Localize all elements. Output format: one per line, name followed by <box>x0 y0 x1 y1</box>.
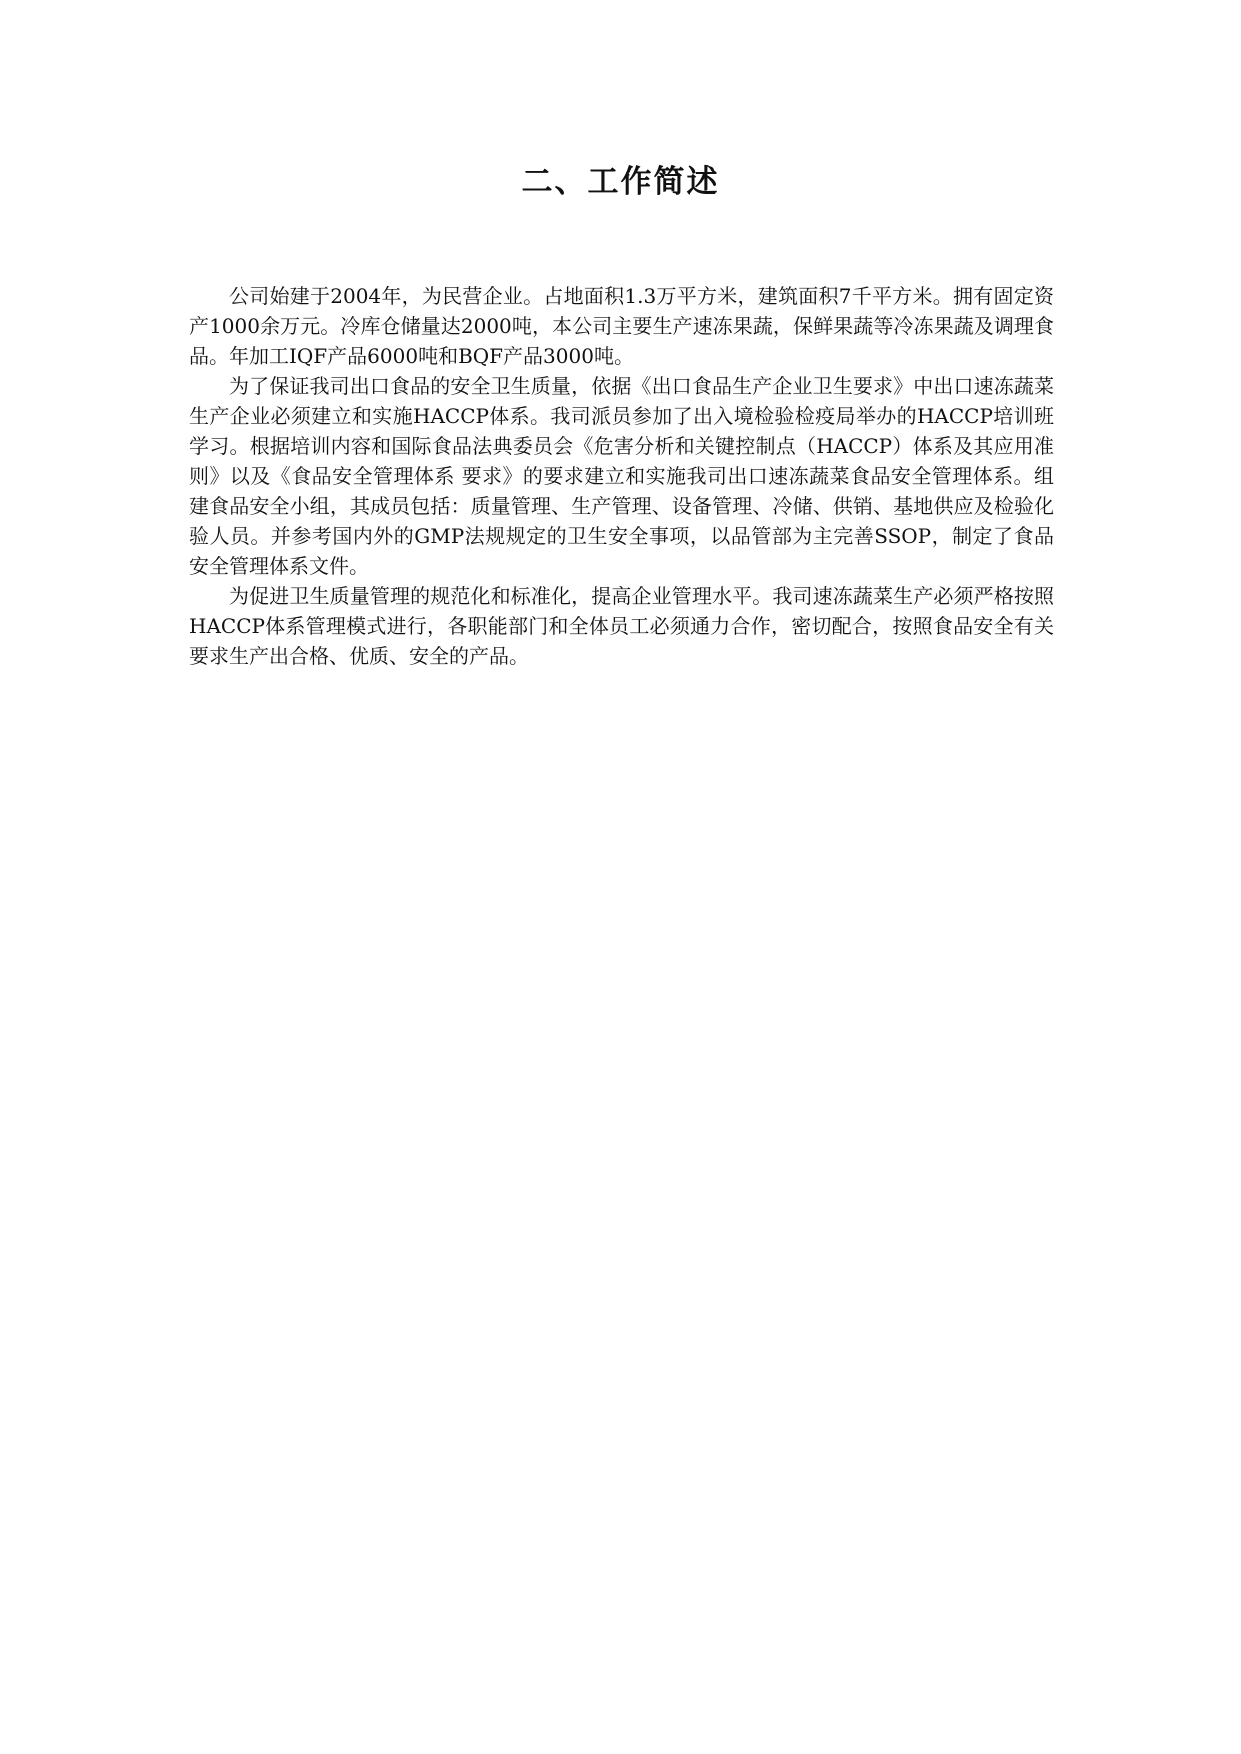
document-body <box>189 281 1054 671</box>
page-title: 二、工作简述 <box>521 164 720 200</box>
paragraph-quality-management: 为促进卫生质量管理的规范化和标准化，提高企业管理水平。我司速冻蔬菜生产必须严格按照HACCP体系管理模式进行，各职能部门和全体员工必须通力合作，密切配合，按照食品安全有关要求生产出合格、优质、安全的产品。 <box>189 584 1054 668</box>
paragraph-company-overview: 公司始建于2004年，为民营企业。占地面积1.3万平方米，建筑面积7千平方米。拥有固定资产1000余万元。冷库仓储量达2000吨，本公司主要生产速冻果蔬，保鲜果蔬等冷冻果蔬及调理食品。年加工IQF产品6000吨和BQF产品3000吨。 <box>189 284 1054 368</box>
paragraph-haccp-system: 为了保证我司出口食品的安全卫生质量，依据《出口食品生产企业卫生要求》中出口速冻蔬菜生产企业必须建立和实施HACCP体系。我司派员参加了出入境检验检疫局举办的HACCP培训班学习。根据培训内容和国际食品法典委员会《危害分析和关键控制点（HACCP）体系及其应用准则》以及《食品安全管理体系 要求》的要求建立和实施我司出口速冻蔬菜食品安全管理体系。组建食品安全小组，其成员包括：质量管理、生产管理、设备管理、冷储、供销、基地供应及检验化验人员。并参考国内外的GMP法规规定的卫生安全事项，以品管部为主完善SSOP，制定了食品安全管理体系文件。 <box>189 374 1054 578</box>
